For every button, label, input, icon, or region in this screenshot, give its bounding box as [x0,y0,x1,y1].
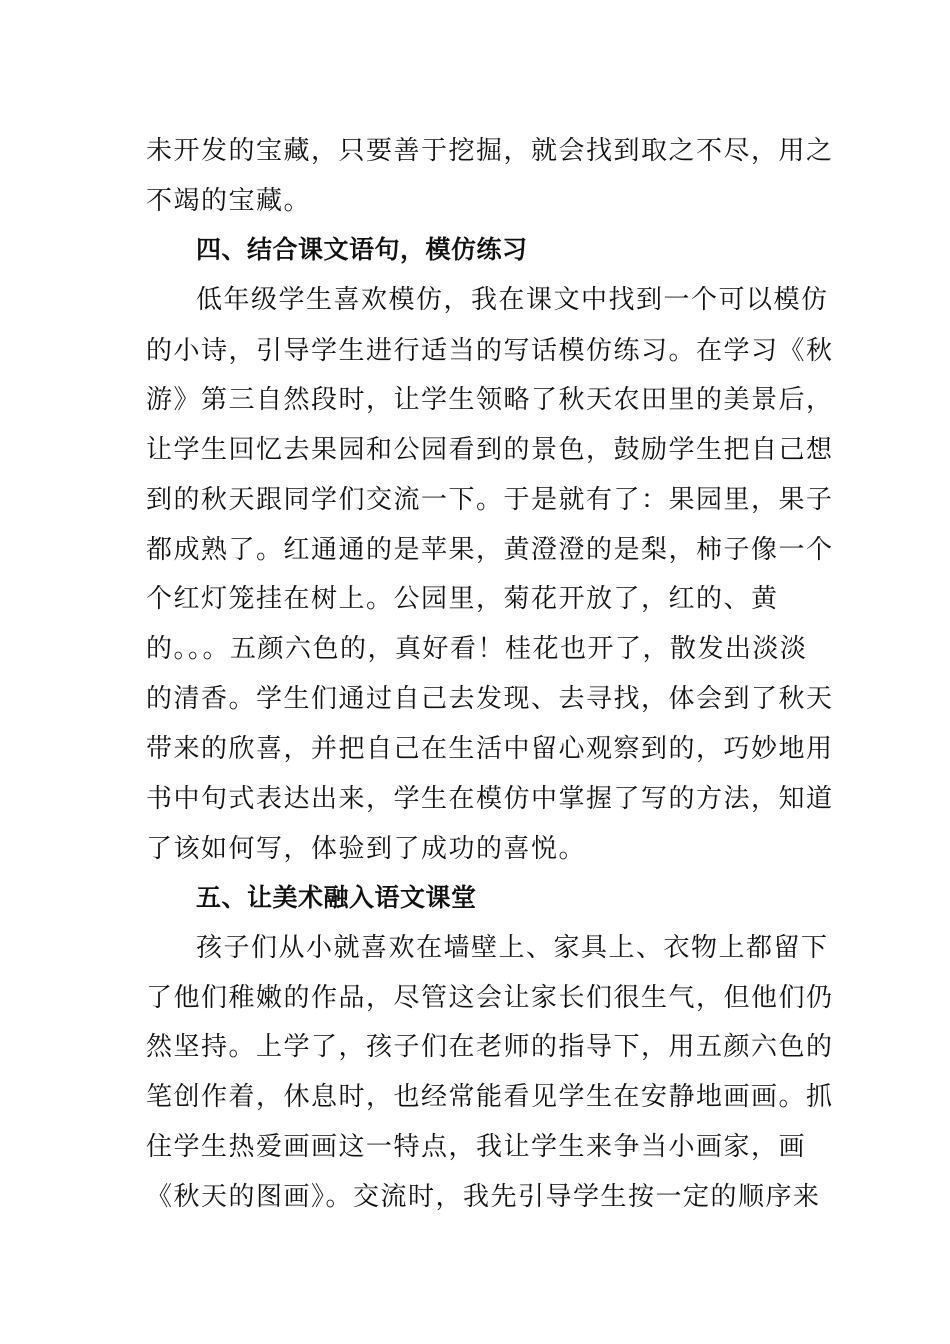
paragraph-line: 然坚持。上学了，孩子们在老师的指导下，用五颜六色的 [146,1032,834,1062]
paragraph-line: 孩子们从小就喜欢在墙壁上、家具上、衣物上都留下 [196,933,829,963]
paragraph-line: 的小诗，引导学生进行适当的写话模仿练习。在学习《秋 [146,336,834,366]
paragraph-line: 未开发的宝藏，只要善于挖掘，就会找到取之不尽，用之 [146,136,834,166]
paragraph-line: 带来的欣喜，并把自己在生活中留心观察到的，巧妙地用 [146,734,834,764]
paragraph-line: 的。。。五颜六色的，真好看！桂花也开了，散发出淡淡 [146,634,808,664]
paragraph-line: 笔创作着，休息时，也经常能看见学生在安静地画画。抓 [146,1082,834,1112]
paragraph-line: 个红灯笼挂在树上。公园里，菊花开放了，红的、黄 [146,584,779,614]
paragraph-line: 《秋天的图画》。交流时，我先引导学生按一定的顺序来 [146,1182,821,1212]
paragraph-line: 游》第三自然段时，让学生领略了秋天农田里的美景后， [146,385,834,415]
paragraph-line: 了该如何写，体验到了成功的喜悦。 [146,834,587,864]
section-heading: 五、让美术融入语文课堂 [196,883,477,912]
section-heading: 四、结合课文语句，模仿练习 [196,235,528,264]
paragraph-line: 让学生回忆去果园和公园看到的景色，鼓励学生把自己想 [146,435,834,465]
paragraph-line: 到的秋天跟同学们交流一下。于是就有了：果园里，果子 [146,485,834,515]
paragraph-line: 书中句式表达出来，学生在模仿中掌握了写的方法，知道 [146,784,834,814]
paragraph-line: 不竭的宝藏。 [146,186,312,216]
paragraph-line: 的清香。学生们通过自己去发现、去寻找，体会到了秋天 [146,684,834,714]
paragraph-line: 低年级学生喜欢模仿，我在课文中找到一个可以模仿 [196,285,829,315]
paragraph-line: 住学生热爱画画这一特点，我让学生来争当小画家，画 [146,1132,807,1162]
paragraph-line: 了他们稚嫩的作品，尽管这会让家长们很生气，但他们仍 [146,983,834,1013]
paragraph-line: 都成熟了。红通通的是苹果，黄澄澄的是梨，柿子像一个 [146,535,834,565]
